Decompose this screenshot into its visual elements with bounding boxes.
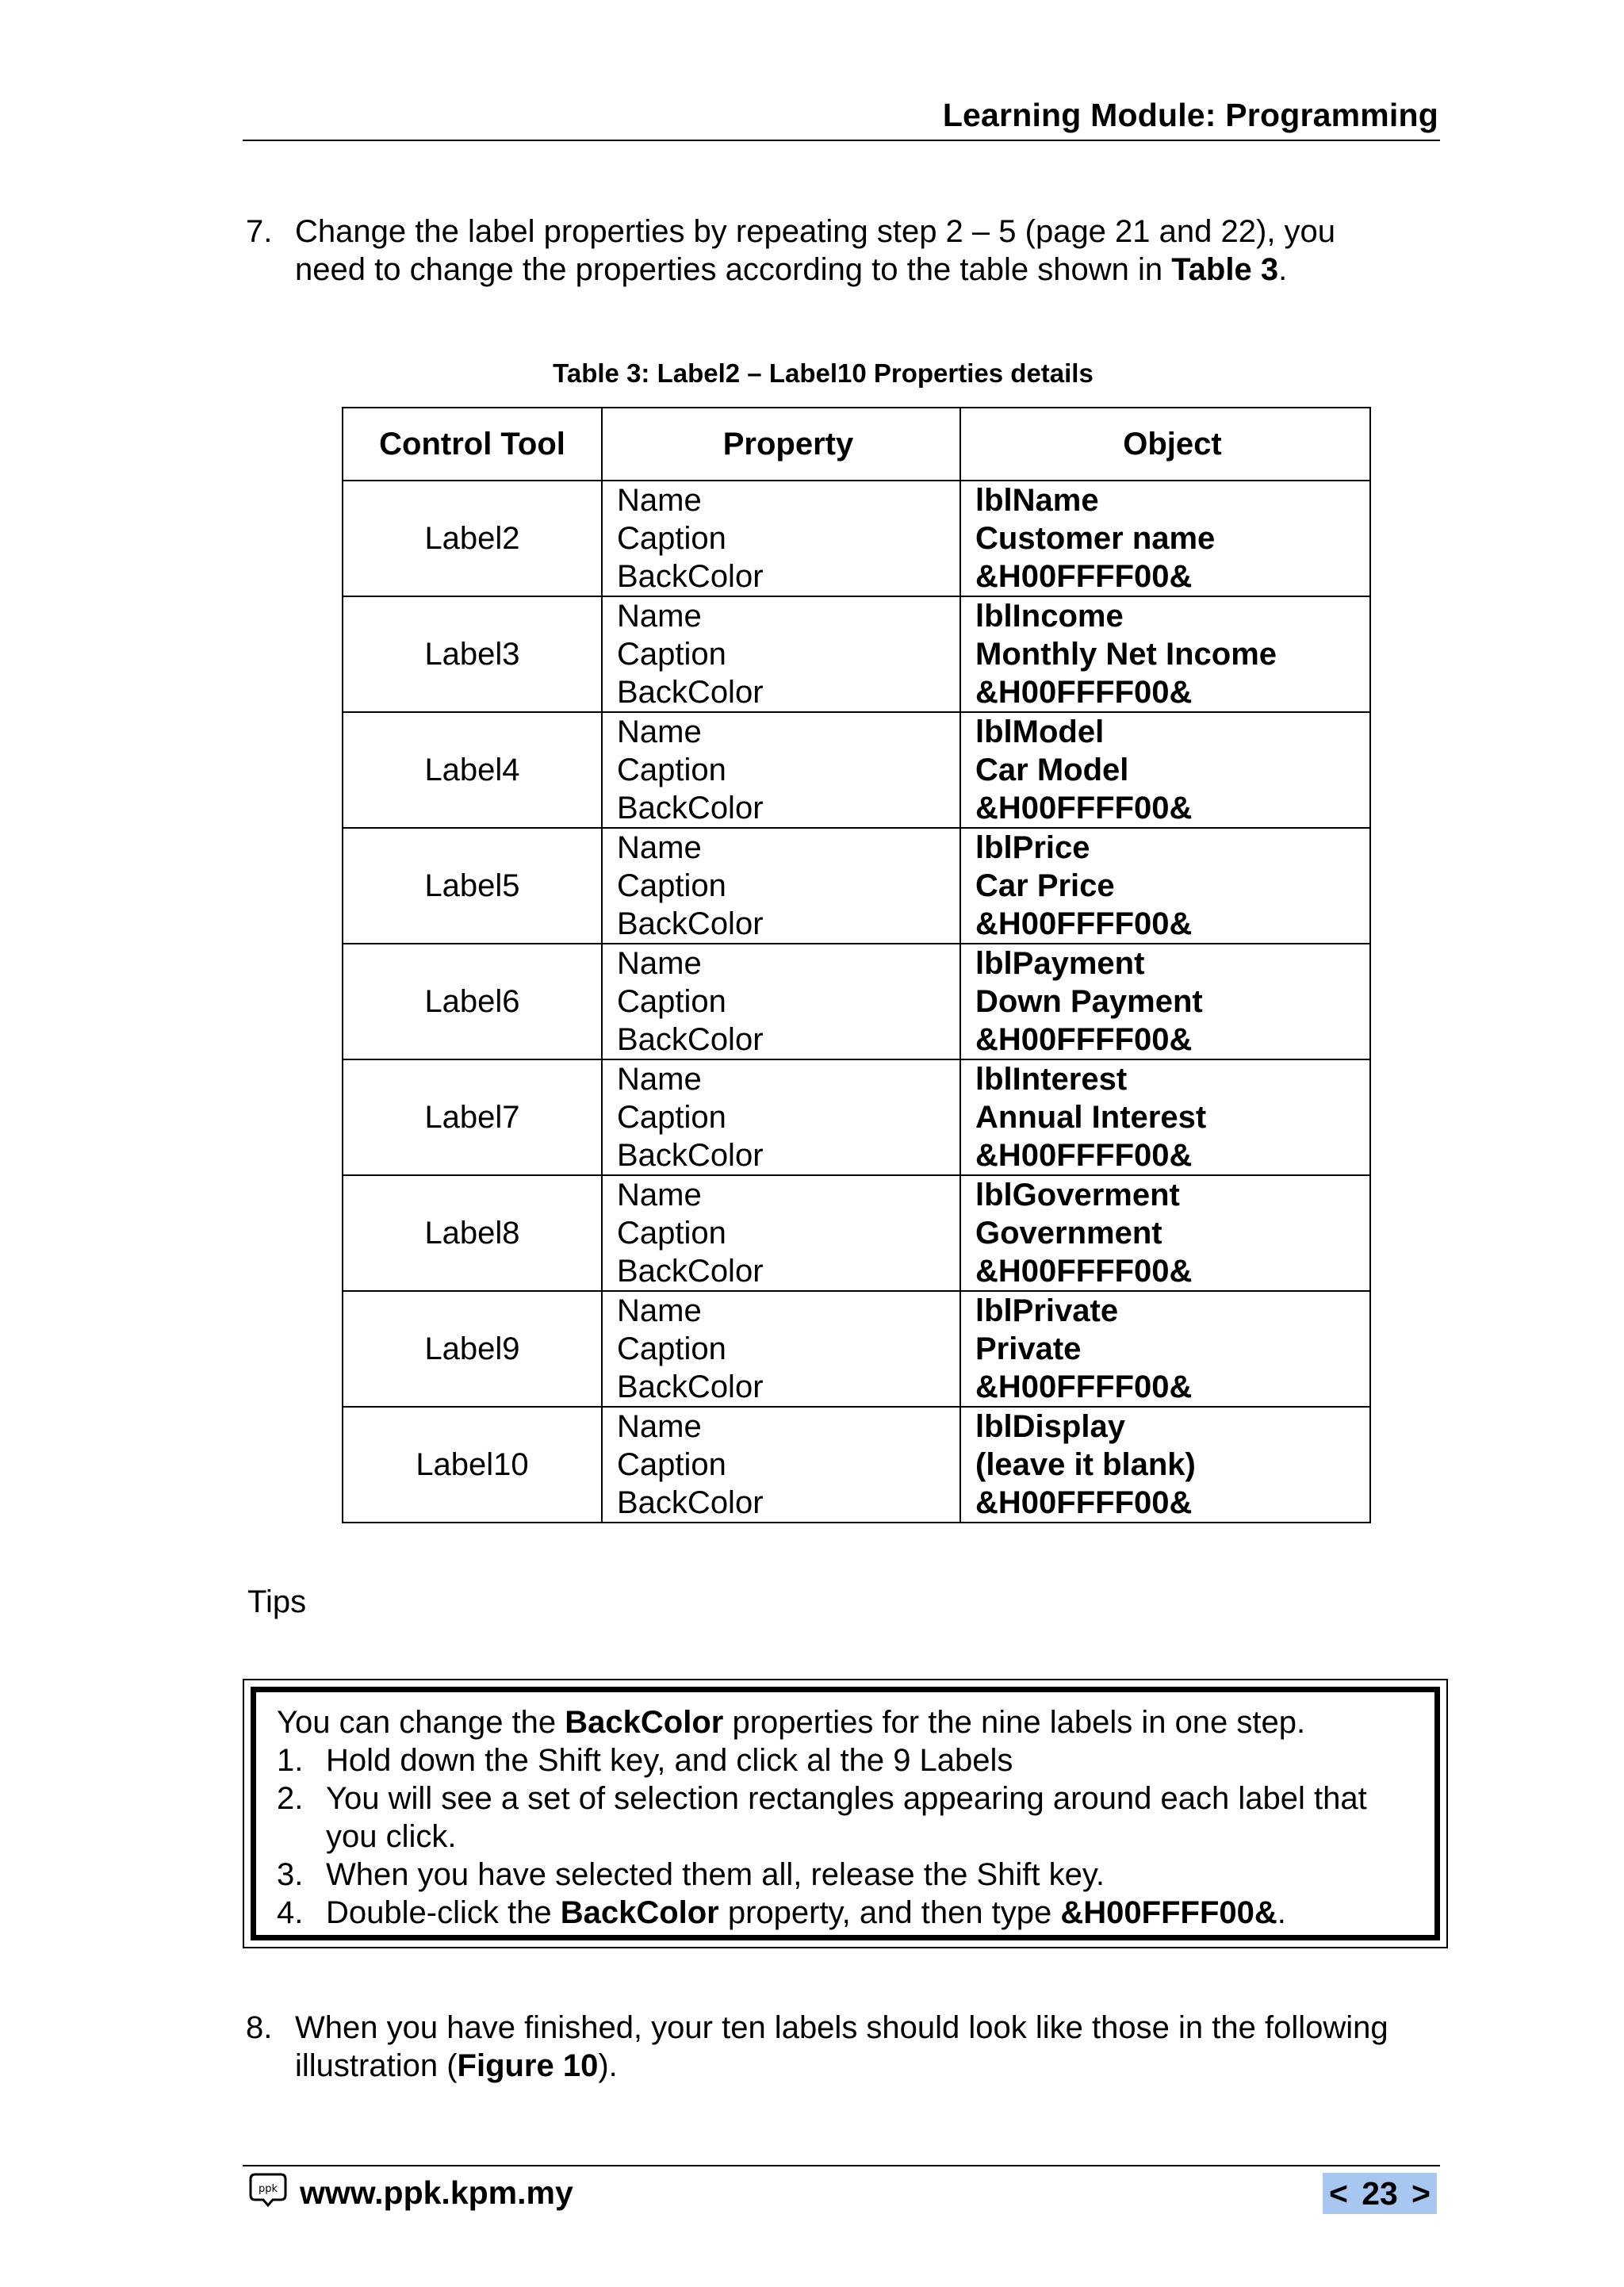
property-name: Name <box>617 1178 702 1212</box>
tip-text: When you have selected them all, release the Shift key. <box>326 1857 1105 1892</box>
step-text-part: Change the label properties by repeating step 2 – 5 (page 21 and 22), you need to change the properties according to the table shown in <box>295 214 1336 287</box>
control-tool-cell: Label7 <box>343 1059 602 1175</box>
object-value: &H00FFFF00& <box>975 1254 1193 1289</box>
property-name: Caption <box>617 868 726 903</box>
object-cell <box>960 828 1370 944</box>
column-header: Control Tool <box>343 408 602 481</box>
tip-item <box>277 1856 1417 1894</box>
tip-text: Hold down the Shift key, and click al the 9 Labels <box>326 1743 1013 1778</box>
tip-bold: BackColor <box>560 1895 719 1930</box>
object-value: lblPayment <box>975 946 1145 981</box>
tip-item <box>277 1894 1417 1932</box>
property-name: BackColor <box>617 906 764 941</box>
table-row <box>343 944 1370 1059</box>
property-name: Caption <box>617 1331 726 1366</box>
step-text <box>295 213 1404 289</box>
tip-bold: &H00FFFF00& <box>1060 1895 1277 1930</box>
step-7 <box>246 213 1404 289</box>
tips-label: Tips <box>247 1584 307 1619</box>
object-value: lblName <box>975 483 1099 518</box>
step-text-part: ). <box>598 2048 618 2083</box>
object-value: &H00FFFF00& <box>975 559 1193 594</box>
property-cell <box>602 1175 960 1291</box>
object-value: &H00FFFF00& <box>975 1022 1193 1057</box>
object-cell <box>960 1407 1370 1523</box>
tips-text: properties for the nine labels in one step. <box>723 1705 1306 1740</box>
table-header-row <box>343 408 1370 481</box>
step-text-part: . <box>1278 252 1288 287</box>
object-value: &H00FFFF00& <box>975 906 1193 941</box>
object-value: lblIncome <box>975 599 1124 634</box>
object-cell <box>960 481 1370 596</box>
property-name: Name <box>617 483 702 518</box>
control-tool-cell: Label5 <box>343 828 602 944</box>
tip-number: 3. <box>277 1857 304 1892</box>
property-name: Name <box>617 714 702 749</box>
property-name: BackColor <box>617 791 764 826</box>
property-name: Caption <box>617 1100 726 1135</box>
object-value: Car Model <box>975 753 1129 787</box>
header-divider <box>243 140 1440 141</box>
object-value: lblGoverment <box>975 1178 1180 1212</box>
control-tool-cell: Label10 <box>343 1407 602 1523</box>
property-cell <box>602 712 960 828</box>
property-cell <box>602 596 960 712</box>
tips-box <box>243 1679 1448 1948</box>
property-name: Caption <box>617 984 726 1019</box>
object-value: lblPrice <box>975 830 1090 865</box>
property-cell <box>602 828 960 944</box>
tips-text: You can change the <box>277 1705 565 1740</box>
tips-bold: BackColor <box>565 1705 724 1740</box>
property-name: Caption <box>617 521 726 556</box>
tip-text: property, and then type <box>718 1895 1061 1930</box>
table-row <box>343 1291 1370 1407</box>
tip-number: 2. <box>277 1781 304 1816</box>
table-row <box>343 1407 1370 1523</box>
control-tool-cell: Label3 <box>343 596 602 712</box>
table-row <box>343 828 1370 944</box>
property-name: Name <box>617 1062 702 1097</box>
property-name: BackColor <box>617 1138 764 1173</box>
object-value: lblDisplay <box>975 1409 1125 1444</box>
object-cell <box>960 1175 1370 1291</box>
previous-page-button[interactable]: < <box>1329 2174 1348 2212</box>
footer-divider <box>243 2165 1440 2166</box>
page-header-title: Learning Module: Programming <box>942 97 1438 133</box>
object-cell <box>960 1291 1370 1407</box>
website-link[interactable]: www.ppk.kpm.my <box>300 2174 573 2211</box>
object-cell <box>960 712 1370 828</box>
next-page-button[interactable]: > <box>1411 2174 1431 2212</box>
object-value: Government <box>975 1216 1162 1251</box>
property-name: Name <box>617 599 702 634</box>
object-value: lblPrivate <box>975 1293 1119 1328</box>
svg-text:ppk: ppk <box>258 2183 278 2195</box>
table-row <box>343 596 1370 712</box>
object-value: &H00FFFF00& <box>975 1138 1193 1173</box>
object-value: lblModel <box>975 714 1105 749</box>
ppk-logo-icon <box>246 2171 290 2208</box>
tip-text: Double-click the <box>326 1895 561 1930</box>
table-row <box>343 1059 1370 1175</box>
tip-item <box>277 1741 1417 1779</box>
property-cell <box>602 1291 960 1407</box>
control-tool-cell: Label8 <box>343 1175 602 1291</box>
object-value: &H00FFFF00& <box>975 791 1193 826</box>
table-caption-text: Table 3: Label2 – Label10 Properties details <box>553 358 1094 388</box>
property-name: BackColor <box>617 1485 764 1520</box>
tip-number: 1. <box>277 1743 304 1778</box>
table-row <box>343 712 1370 828</box>
property-name: Name <box>617 946 702 981</box>
tips-box-inner <box>251 1687 1440 1940</box>
property-name: Caption <box>617 637 726 672</box>
property-name: BackColor <box>617 675 764 710</box>
step-number: 7. <box>246 214 273 249</box>
property-cell <box>602 1059 960 1175</box>
object-value: Customer name <box>975 521 1216 556</box>
object-value: Car Price <box>975 868 1115 903</box>
property-name: BackColor <box>617 1254 764 1289</box>
table-row <box>343 481 1370 596</box>
object-value: Private <box>975 1331 1082 1366</box>
property-name: Name <box>617 1293 702 1328</box>
tip-text: . <box>1277 1895 1286 1930</box>
tip-number: 4. <box>277 1895 304 1930</box>
object-value: &H00FFFF00& <box>975 1370 1193 1404</box>
control-tool-cell: Label9 <box>343 1291 602 1407</box>
object-value: Monthly Net Income <box>975 637 1277 672</box>
control-tool-cell: Label4 <box>343 712 602 828</box>
tip-item <box>277 1779 1417 1856</box>
object-value: Annual Interest <box>975 1100 1207 1135</box>
column-header: Object <box>960 408 1370 481</box>
figure-reference: Figure 10 <box>457 2048 599 2083</box>
object-value: Down Payment <box>975 984 1203 1019</box>
page-number: 23 <box>1362 2174 1398 2212</box>
property-name: BackColor <box>617 559 764 594</box>
property-cell <box>602 481 960 596</box>
property-name: Caption <box>617 1216 726 1251</box>
tip-text: You will see a set of selection rectangles appearing around each label that you click. <box>326 1781 1367 1854</box>
property-name: Caption <box>617 753 726 787</box>
object-value: lblInterest <box>975 1062 1128 1097</box>
step-text-part: When you have finished, your ten labels should look like those in the following illustration ( <box>295 2010 1388 2083</box>
tips-intro <box>277 1703 1417 1741</box>
object-value: (leave it blank) <box>975 1447 1196 1482</box>
property-name: Name <box>617 830 702 865</box>
table-row <box>343 1175 1370 1291</box>
object-cell <box>960 596 1370 712</box>
properties-table <box>342 407 1371 1523</box>
step-number: 8. <box>246 2010 273 2045</box>
property-cell <box>602 944 960 1059</box>
property-name: Name <box>617 1409 702 1444</box>
column-header: Property <box>602 408 960 481</box>
object-cell <box>960 944 1370 1059</box>
control-tool-cell: Label2 <box>343 481 602 596</box>
object-value: &H00FFFF00& <box>975 675 1193 710</box>
property-cell <box>602 1407 960 1523</box>
property-name: BackColor <box>617 1022 764 1057</box>
object-value: &H00FFFF00& <box>975 1485 1193 1520</box>
table-reference: Table 3 <box>1171 252 1279 287</box>
property-name: BackColor <box>617 1370 764 1404</box>
control-tool-cell: Label6 <box>343 944 602 1059</box>
object-cell <box>960 1059 1370 1175</box>
property-name: Caption <box>617 1447 726 1482</box>
step-text <box>295 2009 1443 2085</box>
step-8 <box>246 2009 1443 2085</box>
table-caption <box>0 358 1624 389</box>
page-navigation <box>1323 2173 1437 2214</box>
